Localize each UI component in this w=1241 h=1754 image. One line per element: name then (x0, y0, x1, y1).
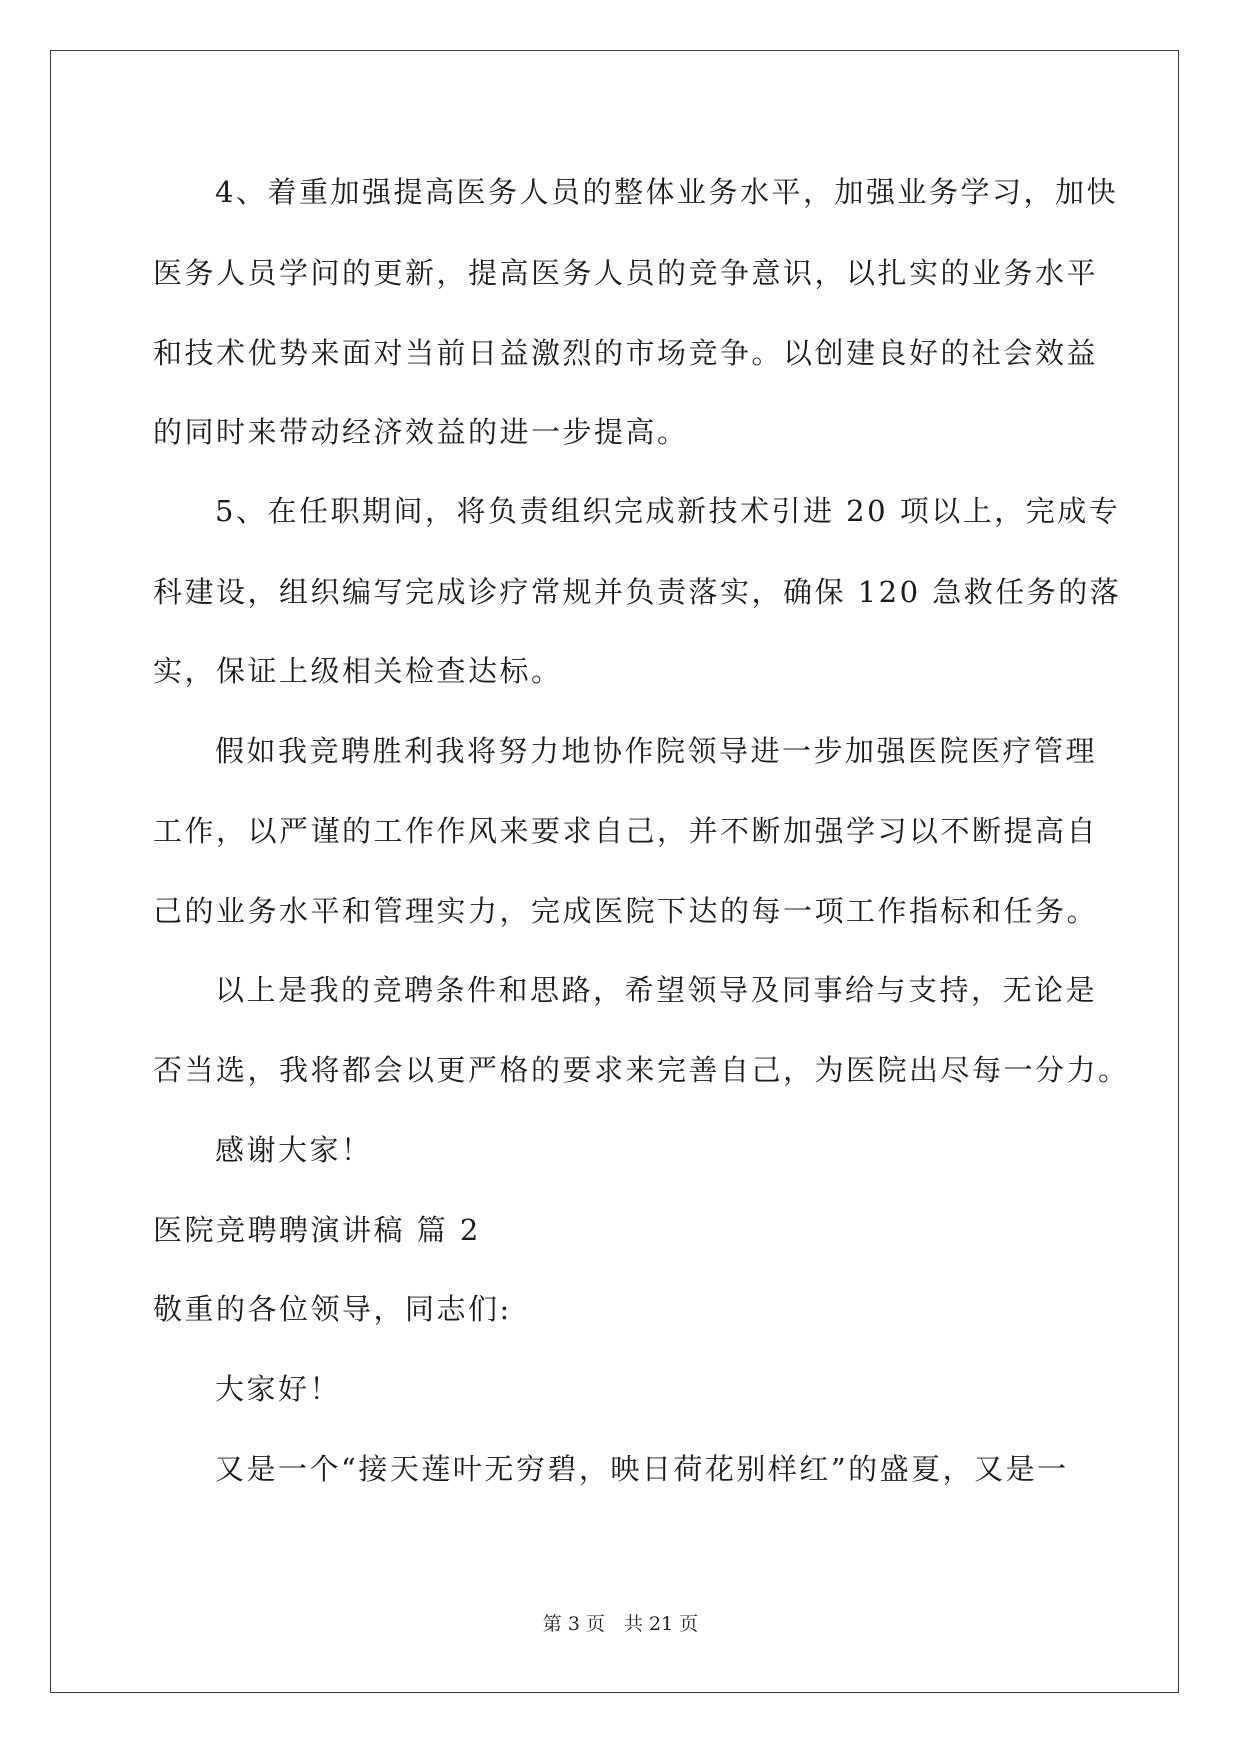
page-number-footer: 第 3 页 共 21 页 (542, 1613, 699, 1635)
text-line: 的同时来带动经济效益的进一步提高。 (153, 415, 689, 449)
text-line: 4、着重加强提高医务人员的整体业务水平，加强业务学习，加快 (215, 175, 1118, 209)
text-line: 否当选，我将都会以更严格的要求来完善自己，为医院出尽每一分力。 (153, 1053, 1130, 1087)
text-line: 己的业务水平和管理实力，完成医院下达的每一项工作指标和任务。 (153, 894, 1099, 928)
text-line: 工作，以严谨的工作作风来要求自己，并不断加强学习以不断提高自 (153, 814, 1099, 848)
text-line: 科建设，组织编写完成诊疗常规并负责落实，确保 120 急救任务的落 (153, 575, 1122, 609)
text-line: 实，保证上级相关检查达标。 (153, 654, 563, 688)
section-heading: 医院竞聘聘演讲稿 篇 2 (153, 1213, 481, 1247)
text-line: 和技术优势来面对当前日益激烈的市场竞争。以创建良好的社会效益 (153, 336, 1099, 370)
text-line: 感谢大家！ (215, 1133, 373, 1167)
greeting: 大家好！ (215, 1372, 342, 1406)
text-line: 5、在任职期间，将负责组织完成新技术引进 20 项以上，完成专 (215, 494, 1121, 528)
text-line: 以上是我的竞聘条件和思路，希望领导及同事给与支持，无论是 (215, 973, 1098, 1007)
text-line: 医务人员学问的更新，提高医务人员的竞争意识，以扎实的业务水平 (153, 256, 1099, 290)
text-line: 又是一个“接天莲叶无穷碧，映日荷花别样红”的盛夏，又是一 (215, 1452, 1069, 1486)
page-border (50, 50, 1179, 1693)
text-line: 假如我竞聘胜利我将努力地协作院领导进一步加强医院医疗管理 (215, 734, 1098, 768)
salutation: 敬重的各位领导，同志们: (153, 1292, 512, 1326)
